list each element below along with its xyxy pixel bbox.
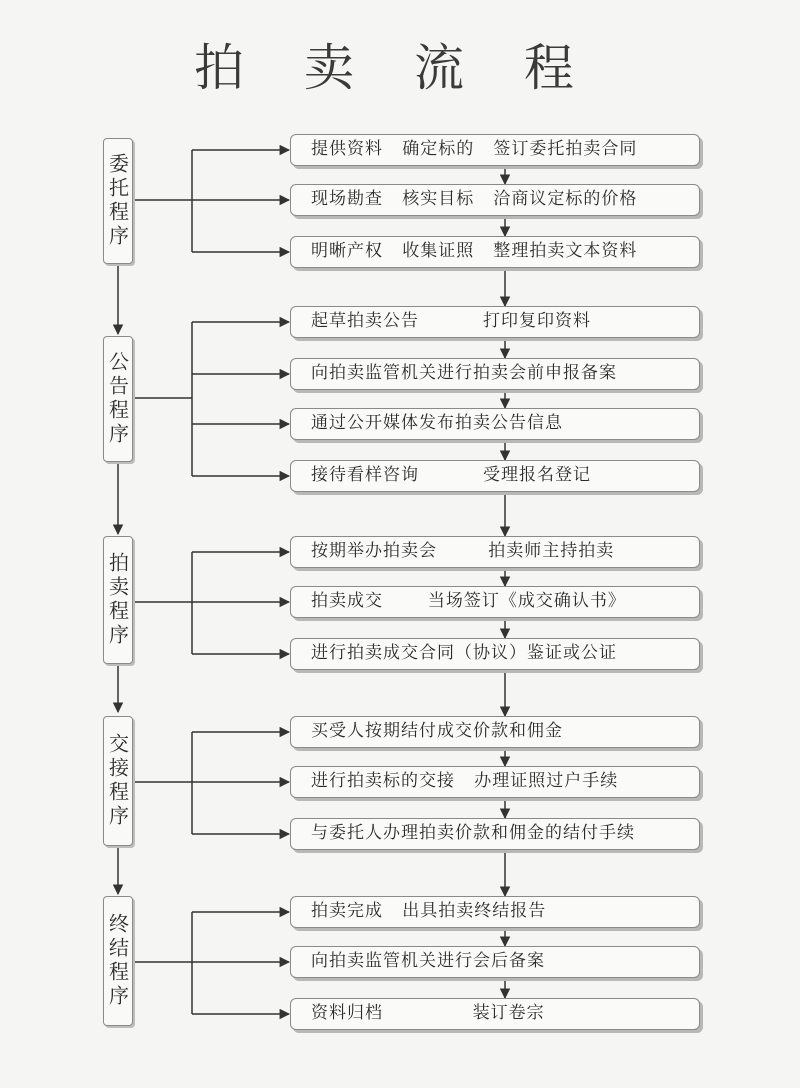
phase-box-announcement xyxy=(103,336,133,462)
phase-box-auction xyxy=(103,536,133,664)
phase-label: 拍卖程序 xyxy=(105,552,130,648)
phase-label: 交接程序 xyxy=(105,733,130,829)
phase-box-entrustment xyxy=(103,138,133,264)
step-box: 买受人按期结付成交价款和佣金 xyxy=(290,716,700,748)
step-box: 提供资料 确定标的 签订委托拍卖合同 xyxy=(290,134,700,166)
step-box: 进行拍卖成交合同（协议）鉴证或公证 xyxy=(290,638,700,670)
step-box: 向拍卖监管机关进行会后备案 xyxy=(290,946,700,978)
page-title: 拍 卖 流 程 xyxy=(194,39,596,97)
step-box: 拍卖完成 出具拍卖终结报告 xyxy=(290,896,700,928)
step-box: 明晰产权 收集证照 整理拍卖文本资料 xyxy=(290,236,700,268)
step-box: 现场勘查 核实目标 洽商议定标的价格 xyxy=(290,184,700,216)
step-box: 资料归档 装订卷宗 xyxy=(290,998,700,1030)
phase-label: 终结程序 xyxy=(105,913,130,1009)
step-box: 起草拍卖公告 打印复印资料 xyxy=(290,306,700,338)
phase-label: 委托程序 xyxy=(105,153,130,249)
step-box: 按期举办拍卖会 拍卖师主持拍卖 xyxy=(290,536,700,568)
step-box: 进行拍卖标的交接 办理证照过户手续 xyxy=(290,766,700,798)
step-box: 拍卖成交 当场签订《成交确认书》 xyxy=(290,586,700,618)
step-box: 与委托人办理拍卖价款和佣金的结付手续 xyxy=(290,818,700,850)
step-box: 通过公开媒体发布拍卖公告信息 xyxy=(290,408,700,440)
phase-box-closing xyxy=(103,896,133,1026)
step-box: 向拍卖监管机关进行拍卖会前申报备案 xyxy=(290,358,700,390)
step-box: 接待看样咨询 受理报名登记 xyxy=(290,460,700,492)
phase-label: 公告程序 xyxy=(105,351,130,447)
phase-box-handover xyxy=(103,716,133,846)
